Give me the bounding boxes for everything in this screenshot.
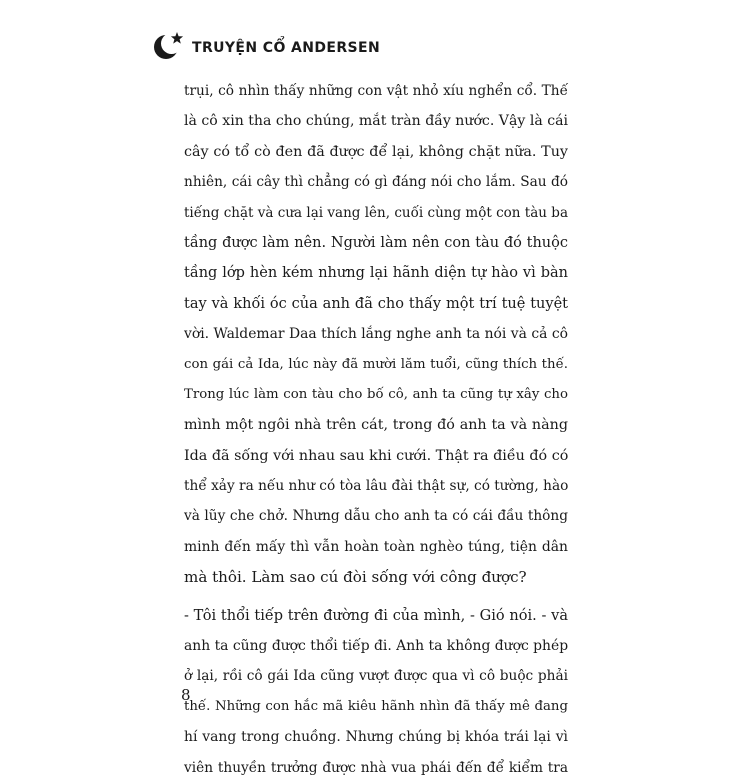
text-line-last: mà thôi. Làm sao cú đòi sống với công được? [184, 568, 527, 587]
text-line: trụi, cô nhìn thấy những con vật nhỏ xíu nghển cổ. Thế [184, 83, 568, 99]
text-line: tầng được làm nên. Người làm nên con tàu đó thuộc [184, 234, 568, 251]
paragraph-gap [184, 593, 568, 601]
text-line: minh đến mấy thì vẫn hoàn toàn nghèo túng, tiện dân [184, 538, 568, 555]
text-line: hí vang trong chuồng. Nhưng chúng bị khóa trái lại vì [184, 729, 568, 746]
text-line: - Tôi thổi tiếp trên đường đi của mình, - Gió nói. - và [184, 607, 568, 624]
text-line: là cô xin tha cho chúng, mắt tràn đầy nước. Vậy là cái [184, 113, 569, 130]
text-line: viên thuyền trưởng được nhà vua phái đến để kiểm tra [184, 759, 568, 776]
text-line: mình một ngôi nhà trên cát, trong đó anh ta và nàng [184, 417, 568, 434]
text-line: vời. Waldemar Daa thích lắng nghe anh ta nói và cả cô [184, 326, 568, 343]
text-line: ở lại, rồi cô gái Ida cũng vượt được qua vì cô buộc phải [184, 668, 568, 685]
paragraph-1 [184, 76, 568, 593]
series-title: TRUYỆN CỔ ANDERSEN [192, 40, 381, 56]
body-text [184, 76, 568, 783]
text-line: Ida đã sống với nhau sau khi cưới. Thật ra điều đó có [184, 447, 569, 464]
text-line: tầng lớp hèn kém nhưng lại hãnh diện tự hào vì bàn [184, 265, 568, 282]
text-line: anh ta cũng được thổi tiếp đi. Anh ta không được phép [184, 638, 569, 655]
page-number: 8 [181, 686, 191, 704]
text-line: Trong lúc làm con tàu cho bố cô, anh ta cũng tự xây cho [184, 386, 568, 402]
text-line: nhiên, cái cây thì chẳng có gì đáng nói cho lắm. Sau đó [184, 174, 568, 191]
text-line: cây có tổ cò đen đã được để lại, không chặt nữa. Tuy [184, 143, 568, 160]
text-line: con gái cả Ida, lúc này đã mười lăm tuổi, cũng thích thế. [184, 356, 568, 372]
text-line: thế. Những con hắc mã kiêu hãnh nhìn đã thấy mê đang [184, 698, 568, 714]
text-line: thể xảy ra nếu như có tòa lâu đài thật sự, có tường, hào [184, 478, 569, 495]
paragraph-2 [184, 601, 568, 783]
text-line: tay và khối óc của anh đã cho thấy một trí tuệ tuyệt [184, 295, 568, 312]
running-header [152, 28, 380, 62]
text-line: và lũy che chở. Nhưng dẫu cho anh ta có cái đầu thông [184, 508, 568, 525]
text-line: tiếng chặt và cưa lại vang lên, cuối cùng một con tàu ba [184, 204, 568, 221]
crescent-moon-star-icon [152, 28, 188, 62]
